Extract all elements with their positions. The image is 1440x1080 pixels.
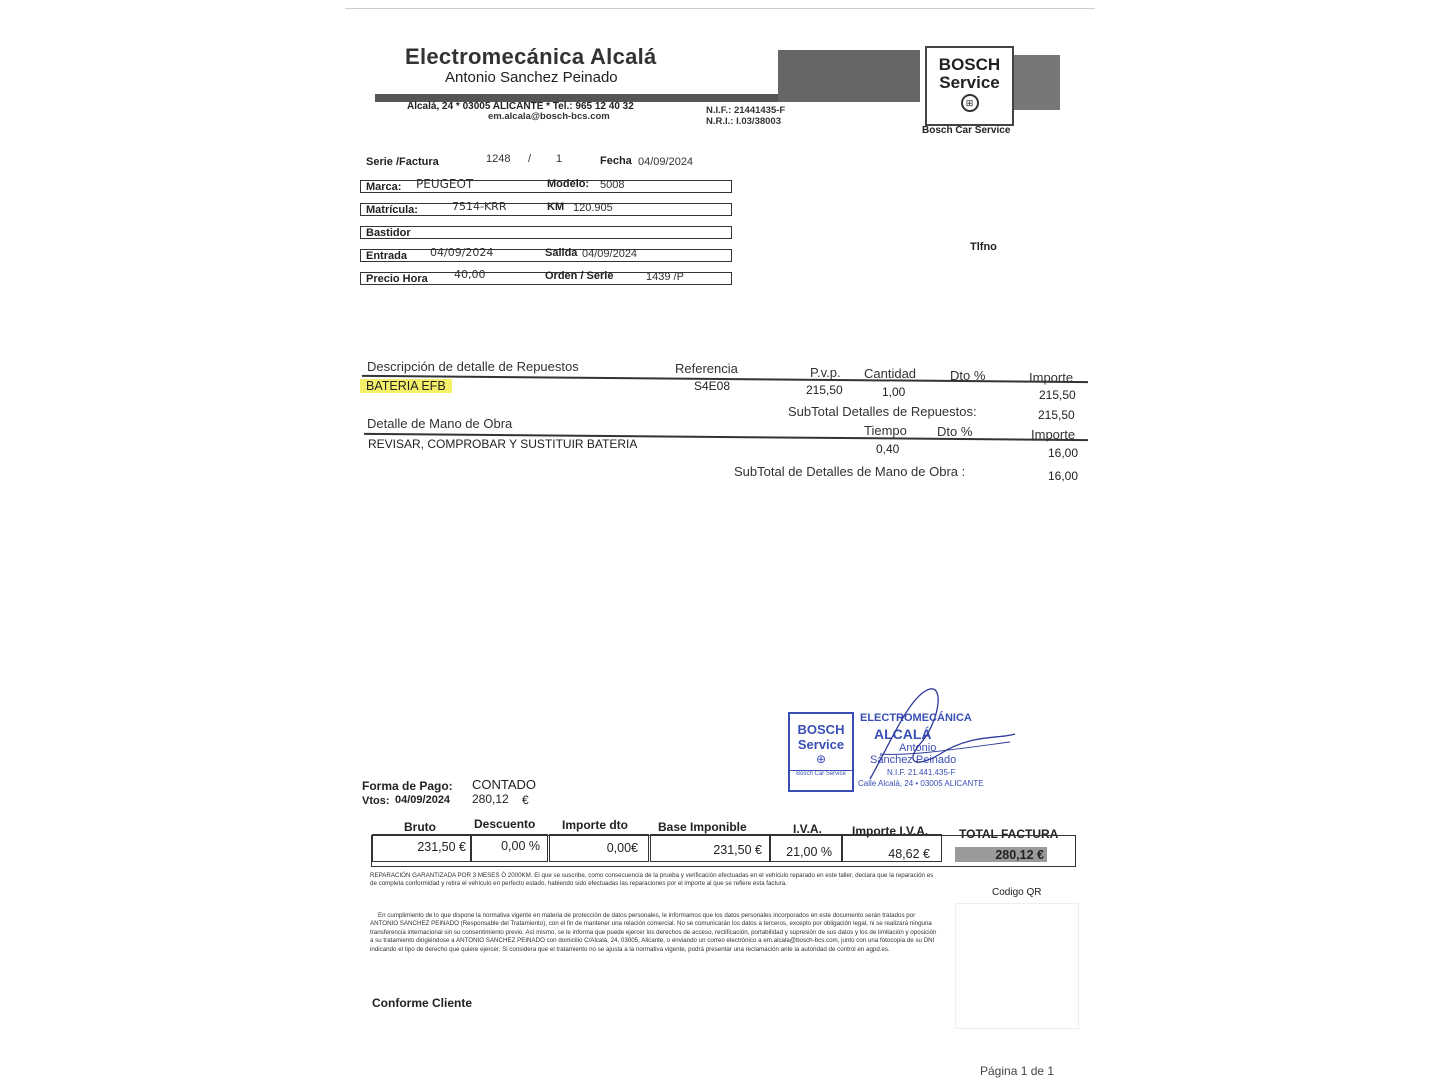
stamp-service-word: Service: [797, 737, 845, 752]
nif-line: N.I.F.: 21441435-F: [706, 105, 786, 116]
tot-col-base: Base Imponible: [658, 820, 747, 834]
rep-item-importe: 215,50: [1039, 388, 1076, 402]
mo-item-desc: REVISAR, COMPROBAR Y SUSTITUIR BATERIA: [368, 437, 638, 451]
owner-name: Antonio Sanchez Peinado: [445, 69, 618, 86]
rep-col-pvp: P.v.p.: [810, 365, 841, 380]
rep-col-cantidad: Cantidad: [864, 366, 917, 381]
marca-value: PEUGEOT: [416, 177, 474, 191]
rep-subtotal-label: SubTotal Detalles de Repuestos:: [788, 404, 977, 419]
salida-value: 04/09/2024: [582, 248, 638, 260]
fecha-value: 04/09/2024: [638, 156, 694, 168]
forma-pago-label: Forma de Pago:: [362, 779, 453, 793]
mo-item-importe: 16,00: [1048, 446, 1079, 460]
bosch-service-logo: [925, 46, 1014, 126]
tot-col-descuento: Descuento: [474, 817, 536, 831]
serie-sub: 1: [556, 153, 563, 165]
bosch-armature-icon: ⊞: [961, 94, 979, 112]
proteccion-text: En cumplimiento de lo que dispone la normativa vigente en materia de protección de datos personales, le informamos que los datos personales incorporados en este documento serán tratados por ANTONIO SANCHEZ PEINADO (Responsable del Tratamiento), con el fin de mantener una relación comercial. No se comunicarán los datos a terceros, excepto por obligación legal, ni se realizará ninguna transferencia internacional sin su consentimiento previo. Así mismo, se le informa que puede ejercer los derechos de acceso, rectificación, portabilidad y supresión de sus datos y los de limitación y oposición a su tratamiento dirigiéndose a ANTONIO SANCHEZ PEINADO con domicilio C/Alcalá, 24, 03005, Alicante, o enviando un correo electrónico a em.alcala@bosch-bcs.com, junto con una fotocopia de su DNI indicando el tipo de derecho que quiere ejercer. Si considera que el tratamiento no se ajusta a la normativa vigente, podrá presentar una reclamación ante la autoridad de control en agpd.es.: [370, 912, 937, 953]
tot-col-iva: I.V.A.: [793, 822, 822, 836]
conforme-cliente: Conforme Cliente: [372, 996, 473, 1010]
orden-value: 1439 /P: [646, 271, 684, 283]
km-value: 120.905: [573, 202, 613, 214]
mo-col-tiempo: Tiempo: [864, 423, 907, 438]
mo-col-importe: Importe: [1031, 427, 1076, 442]
mo-subtotal-label: SubTotal de Detalles de Mano de Obra :: [734, 464, 966, 479]
bosch-caption: Bosch Car Service: [922, 125, 1011, 136]
rep-item-ref: S4E08: [694, 379, 731, 393]
stamp-line2: ALCALÁ: [874, 726, 932, 742]
iva-value: 21,00 %: [786, 845, 832, 859]
stamp-bosch-logo: [788, 712, 854, 792]
rep-col-dto: Dto %: [950, 368, 986, 383]
orden-label: Orden / Serie: [545, 270, 614, 282]
salida-label: Salida: [545, 247, 578, 259]
company-name: Electromecánica Alcalá: [405, 44, 657, 69]
tot-col-importe-dto: Importe dto: [562, 818, 628, 832]
rep-item-cantidad: 1,00: [882, 385, 906, 399]
stamp-armature-icon: ⊕: [815, 752, 827, 766]
qr-code-box: [955, 903, 1079, 1029]
bastidor-box: [360, 226, 732, 239]
serie-slash: /: [528, 153, 532, 165]
rep-col-ref: Referencia: [675, 361, 738, 376]
bruto-value: 231,50 €: [417, 840, 466, 854]
serie-label: Serie /Factura: [366, 156, 439, 168]
stamp-line3: Antonio: [899, 742, 937, 754]
header-gray-block-right: [1012, 55, 1060, 110]
km-label: KM: [547, 201, 565, 213]
nri-line: N.R.I.: I.03/38003: [706, 116, 781, 127]
mo-subtotal-value: 16,00: [1048, 469, 1079, 483]
stamp-line6: Calle Alcalá, 24 • 03005 ALICANTE: [858, 779, 984, 788]
rep-col-importe: Importe: [1029, 370, 1074, 385]
stamp-line1: ELECTROMECÁNICA: [860, 712, 972, 724]
vtos-amount: 280,12: [472, 792, 509, 806]
importe-iva-value: 48,62 €: [888, 847, 930, 861]
stamp-line4: Sánchez Peinado: [870, 754, 957, 766]
tot-col-total: TOTAL FACTURA: [959, 827, 1059, 841]
entrada-value: 04/09/2024: [430, 246, 494, 259]
tlfno-label: Tlfno: [970, 241, 997, 253]
vtos-currency: €: [522, 793, 529, 807]
importe-dto-value: 0,00€: [606, 841, 638, 855]
modelo-value: 5008: [600, 179, 625, 191]
base-value: 231,50 €: [713, 843, 762, 857]
serie-number: 1248: [486, 153, 511, 165]
page-number: Página 1 de 1: [980, 1064, 1055, 1078]
stamp-bosch-word: BOSCH: [797, 722, 845, 737]
marca-label: Marca:: [366, 181, 402, 193]
descuento-value: 0,00 %: [501, 839, 540, 853]
mo-col-dto: Dto %: [937, 424, 973, 439]
service-logo-word: Service: [939, 73, 1000, 92]
rep-col-desc: Descripción de detalle de Repuestos: [367, 359, 579, 374]
address-line: Alcalá, 24 * 03005 ALICANTE * Tel.: 965 12 40 32: [407, 101, 634, 112]
entrada-label: Entrada: [366, 250, 407, 262]
fecha-label: Fecha: [600, 155, 632, 167]
email-line: em.alcala@bosch-bcs.com: [488, 111, 610, 122]
tot-col-bruto: Bruto: [404, 820, 436, 834]
rep-item-pvp: 215,50: [806, 383, 843, 397]
qr-label: Codigo QR: [992, 887, 1042, 898]
precio-value: 40,00: [454, 268, 486, 281]
tot-col-importe-iva: Importe I.V.A.: [852, 824, 929, 838]
signature-scribble: [860, 684, 1020, 794]
total-value: 280,12 €: [995, 848, 1044, 862]
stamp-caption: Bosch Car Service: [790, 770, 852, 777]
bosch-logo-word: BOSCH: [938, 55, 1001, 74]
matricula-label: Matrícula:: [366, 204, 418, 216]
stamp-line5: N.I.F. 21.441.435-F: [887, 768, 956, 777]
garantia-text: REPARACIÓN GARANTIZADA POR 3 MESES Ó 2000KM. El que se suscribe, como consecuencia de la prueba y verificación efectuadas en el vehículo reparado en este taller, declara que la reparación es de completa conformidad y retira el vehículo en perfecto estado, habiendo sido efectuadas las reparaciones por el importe al que se refiere esta factura.: [370, 872, 934, 888]
modelo-label: Modelo:: [547, 178, 590, 190]
vtos-date: 04/09/2024: [395, 794, 451, 806]
rep-subtotal-value: 215,50: [1038, 408, 1075, 422]
forma-pago-value: CONTADO: [472, 777, 537, 792]
rep-item-desc: BATERIA EFB: [360, 379, 452, 393]
matricula-value: 7514-KRR: [452, 200, 507, 213]
vtos-label: Vtos:: [362, 795, 390, 807]
bastidor-label: Bastidor: [366, 227, 411, 239]
mo-item-tiempo: 0,40: [876, 442, 900, 456]
header-gray-block: [778, 50, 920, 102]
precio-label: Precio Hora: [366, 273, 428, 285]
mo-col-desc: Detalle de Mano de Obra: [367, 416, 513, 431]
